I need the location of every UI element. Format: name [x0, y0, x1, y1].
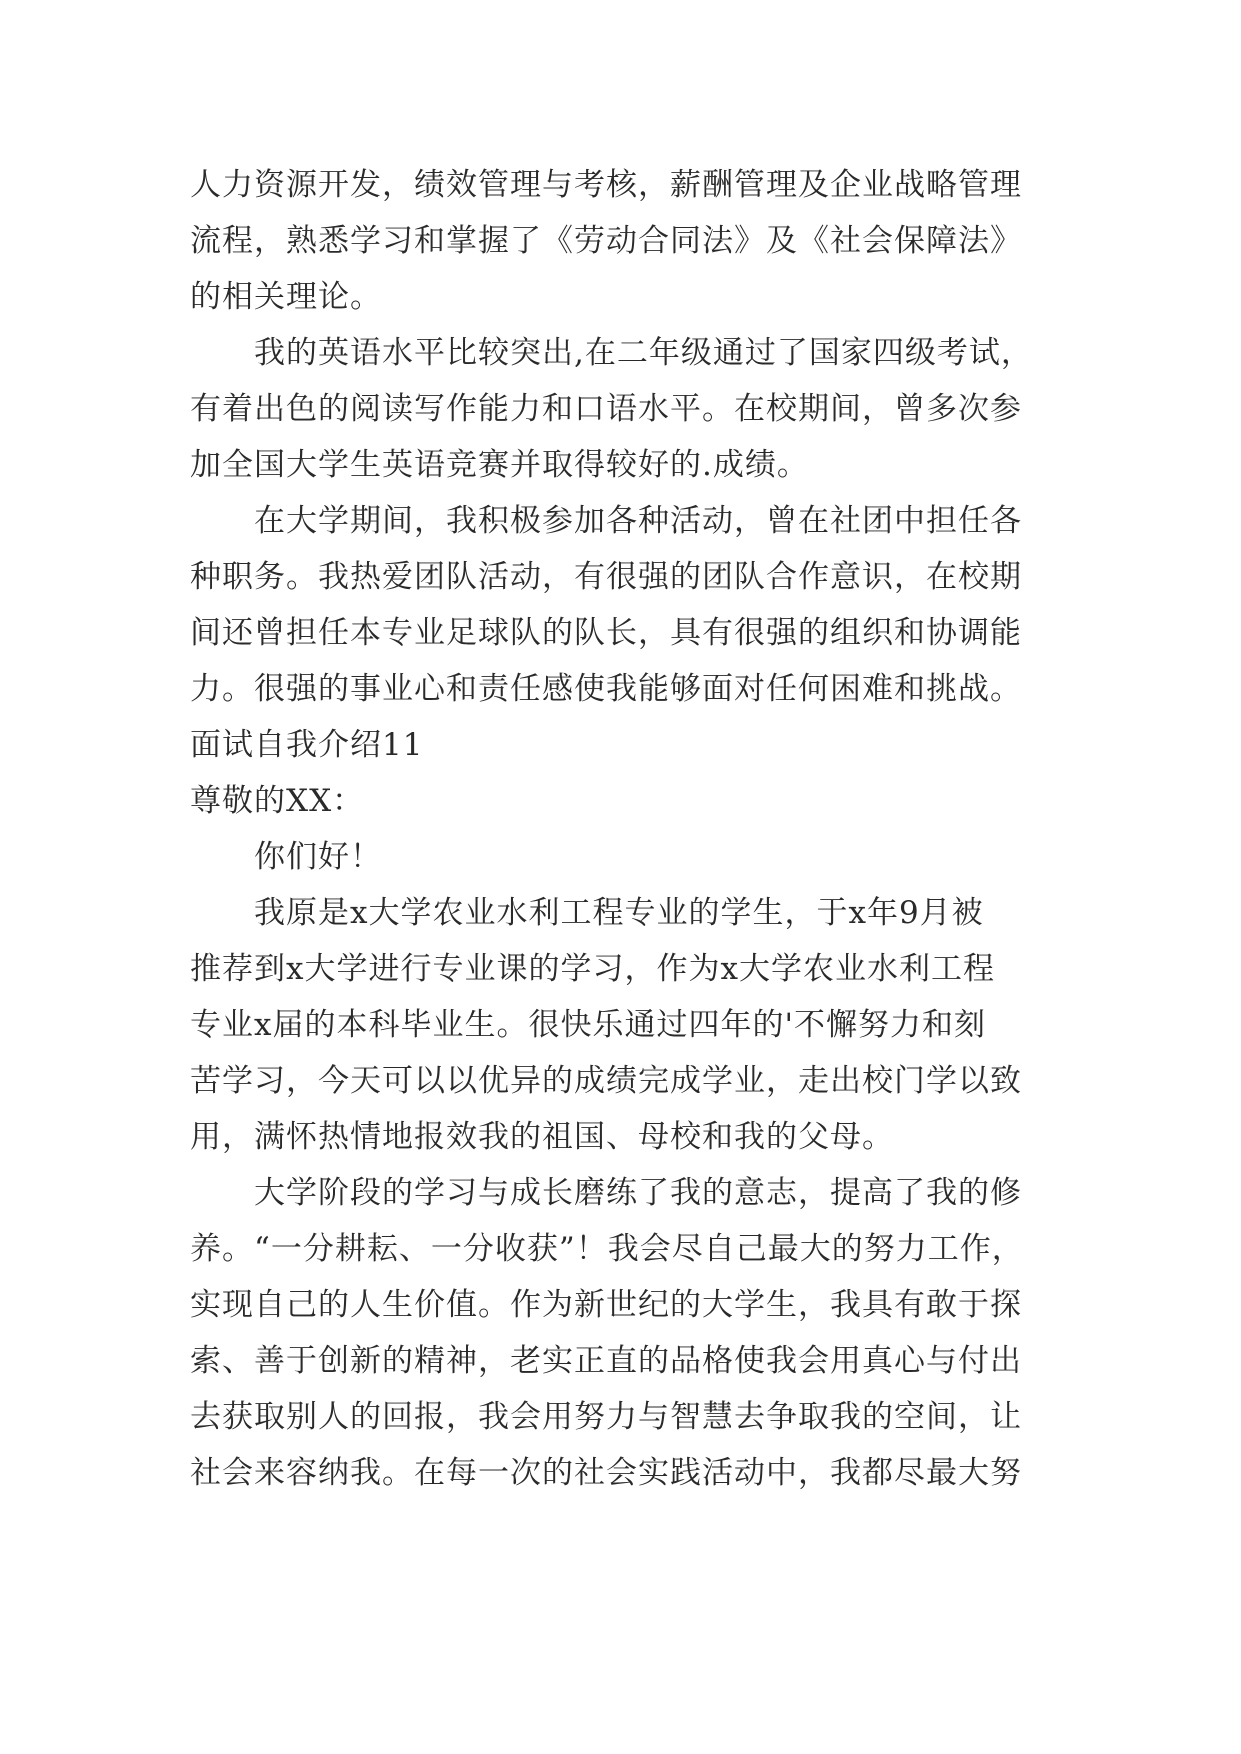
text-line: 去获取别人的回报，我会用努力与智慧去争取我的空间，让 — [190, 1399, 1022, 1435]
text-line: 专业x届的本科毕业生。很快乐通过四年的'不懈努力和刻 — [190, 1007, 987, 1043]
paragraph-start: 我原是x大学农业水利工程专业的学生，于x年9月被 — [254, 895, 984, 931]
text-line: 的相关理论。 — [190, 279, 382, 315]
text-line: 流程，熟悉学习和掌握了《劳动合同法》及《社会保障法》 — [190, 223, 1022, 259]
text-line: 索、善于创新的精神，老实正直的品格使我会用真心与付出 — [190, 1343, 1022, 1379]
section-title: 面试自我介绍11 — [190, 727, 424, 763]
text-line: 间还曾担任本专业足球队的队长，具有很强的组织和协调能 — [190, 615, 1022, 651]
text-line: 人力资源开发，绩效管理与考核，薪酬管理及企业战略管理 — [190, 167, 1022, 203]
text-line: 用，满怀热情地报效我的祖国、母校和我的父母。 — [190, 1119, 894, 1155]
salutation: 尊敬的XX： — [190, 783, 365, 819]
text-line: 养。“一分耕耘、一分收获”！我会尽自己最大的努力工作， — [190, 1231, 1024, 1267]
text-line: 推荐到x大学进行专业课的学习，作为x大学农业水利工程 — [190, 951, 995, 987]
greeting: 你们好！ — [254, 839, 382, 875]
paragraph-start: 大学阶段的学习与成长磨练了我的意志，提高了我的修 — [254, 1175, 1022, 1211]
text-line: 力。很强的事业心和责任感使我能够面对任何困难和挑战。 — [190, 671, 1022, 707]
text-line: 实现自己的人生价值。作为新世纪的大学生，我具有敢于探 — [190, 1287, 1022, 1323]
text-line: 加全国大学生英语竞赛并取得较好的.成绩。 — [190, 447, 809, 483]
text-line: 苦学习，今天可以以优异的成绩完成学业，走出校门学以致 — [190, 1063, 1022, 1099]
text-line: 有着出色的阅读写作能力和口语水平。在校期间，曾多次参 — [190, 391, 1022, 427]
text-line: 种职务。我热爱团队活动，有很强的团队合作意识，在校期 — [190, 559, 1022, 595]
paragraph-start: 在大学期间，我积极参加各种活动，曾在社团中担任各 — [254, 503, 1022, 539]
text-line: 社会来容纳我。在每一次的社会实践活动中，我都尽最大努 — [190, 1455, 1022, 1491]
paragraph-start: 我的英语水平比较突出,在二年级通过了国家四级考试， — [254, 335, 1033, 371]
